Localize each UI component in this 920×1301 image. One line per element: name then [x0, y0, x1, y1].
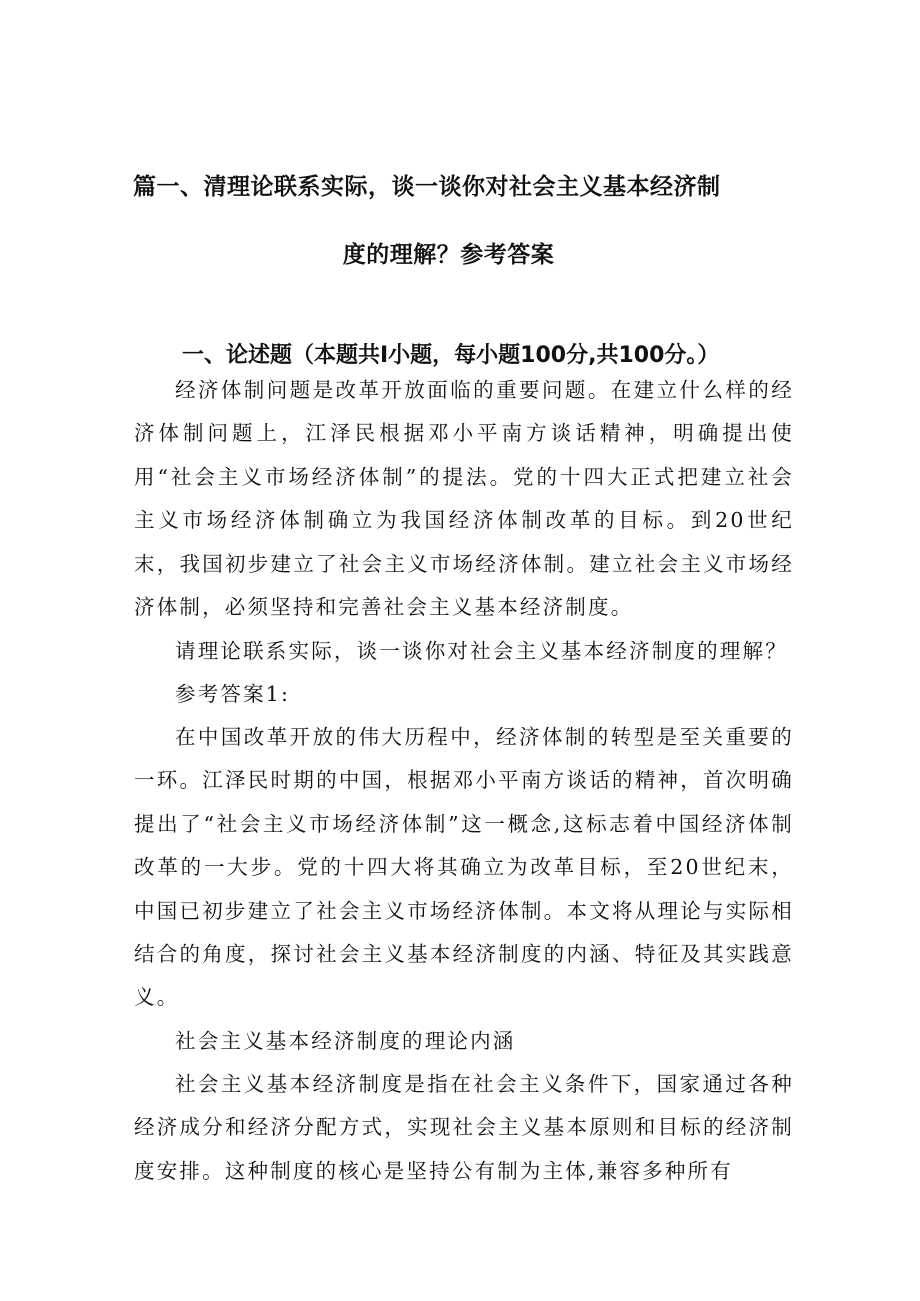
paragraph-text: 社会主义基本经济制度是指在社会主义条件下，国家通过各种经济成分和经济分配方式，实现社会主义基本原则和目标的经济制度安排。这种制度的核心是坚持公有制为主体,兼容多种所有 [134, 1072, 794, 1183]
paragraph-text: 经济体制问题是改革开放面临的重要问题。在建立什么样的经济体制问题上，江泽民根据邓小平南方谈话精神，明确提出使用“社会主义市场经济体制”的提法。党的十四大正式把建立社会主义市场经济体制确立为我国经济体制改革的目标。到20世纪末，我国初步建立了社会主义市场经济体制。建立社会主义市场经济体制，必须坚持和完善社会主义基本经济制度。 [134, 378, 794, 620]
section-heading: 一、论述题（本题共I小题，每小题100分,共100分。） [182, 343, 720, 368]
paragraph-answer-label [134, 673, 794, 716]
paragraph-question [134, 630, 794, 673]
paragraph-answer-intro [134, 716, 794, 1020]
paragraph-text: 参考答案1: [175, 682, 291, 706]
document-title-line-1: 篇一、清理论联系实际，谈一谈你对社会主义基本经济制 [133, 174, 721, 200]
paragraph-question-background [134, 369, 794, 629]
paragraph-text: 社会主义基本经济制度的理论内涵 [175, 1029, 516, 1053]
paragraph-theory [134, 1063, 794, 1193]
paragraph-text: 请理论联系实际，谈一谈你对社会主义基本经济制度的理解？ [175, 639, 788, 663]
paragraph-subheading [134, 1020, 794, 1063]
paragraph-text: 在中国改革开放的伟大历程中，经济体制的转型是至关重要的一环。江泽民时期的中国，根据邓小平南方谈话的精神，首次明确提出了“社会主义市场经济体制”这一概念,这标志着中国经济体制改革的一大步。党的十四大将其确立为改革目标，至20世纪末，中国已初步建立了社会主义市场经济体制。本文将从理论与实际相结合的角度，探讨社会主义基本经济制度的内涵、特征及其实践意义。 [134, 725, 794, 1010]
document-title-line-2: 度的理解？参考答案 [342, 242, 555, 268]
